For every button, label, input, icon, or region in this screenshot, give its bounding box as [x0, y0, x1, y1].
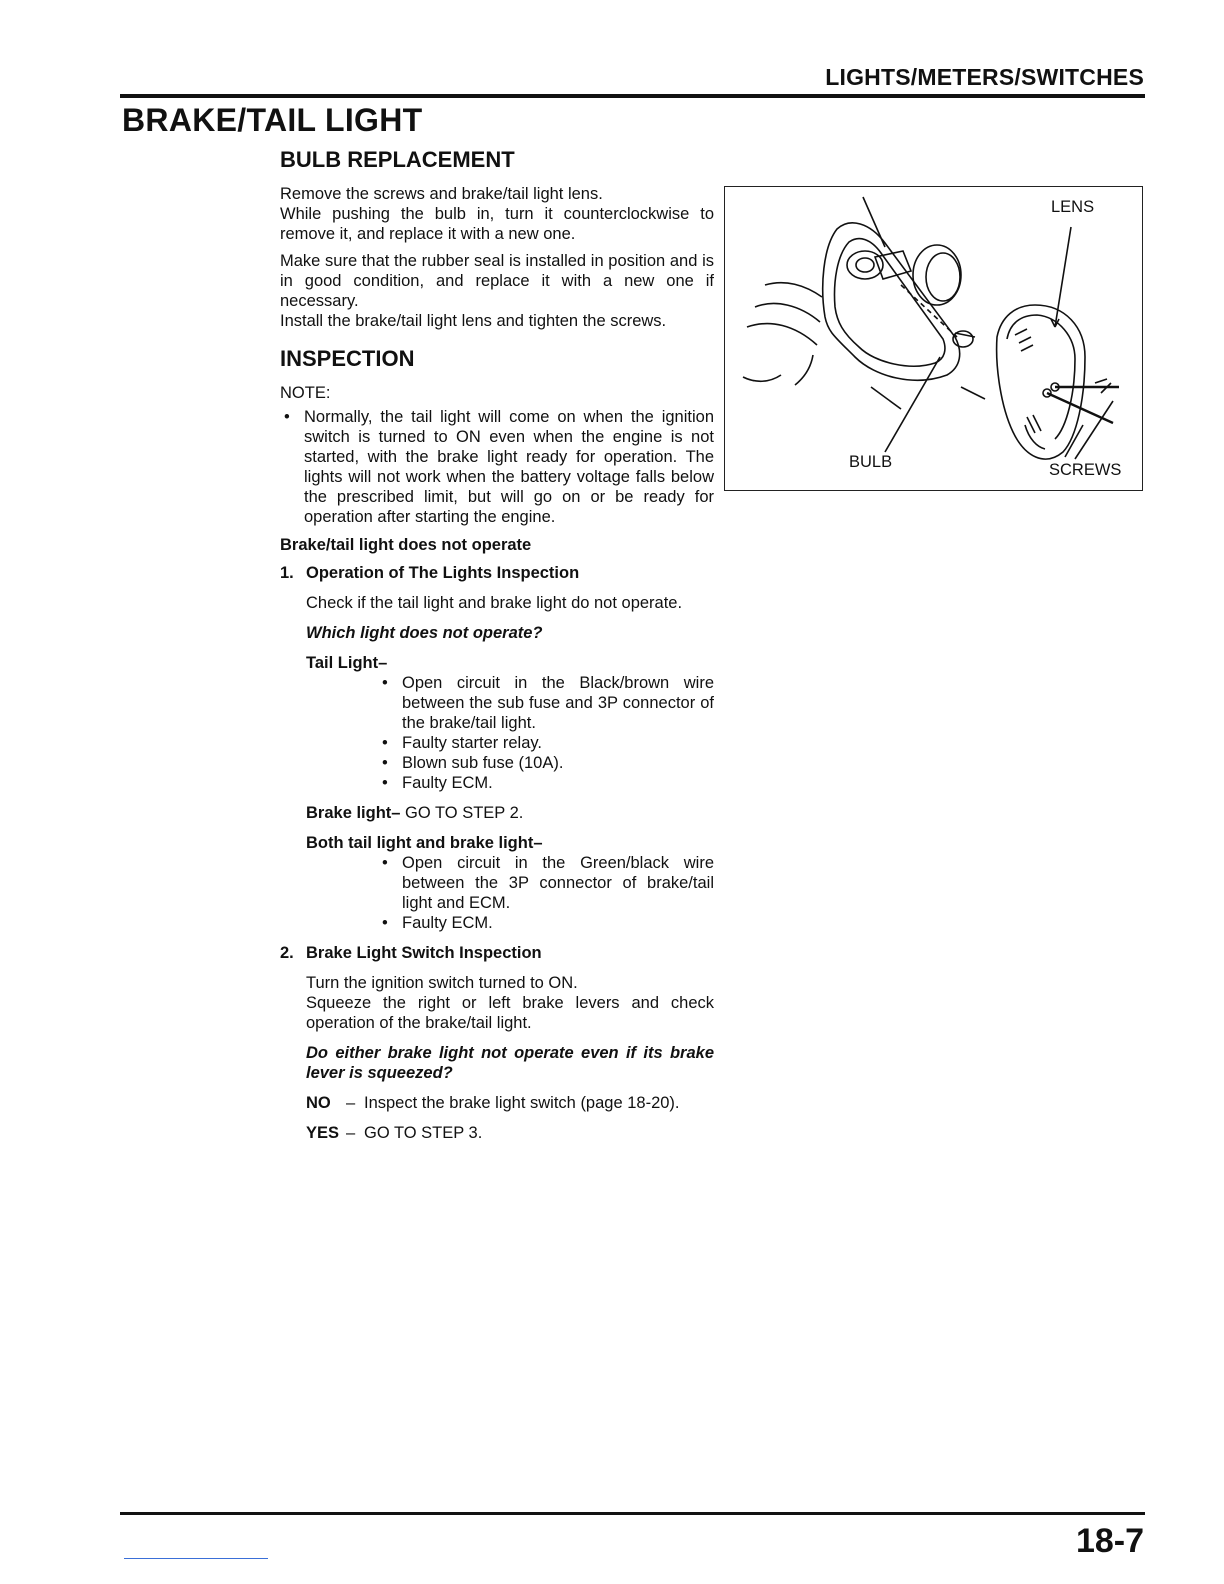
symptom-heading: Brake/tail light does not operate — [280, 536, 532, 554]
brake-light-label: Brake light– — [306, 804, 401, 822]
step-2-title — [280, 943, 714, 963]
step-2-text-1: Turn the ignition switch turned to ON. — [306, 974, 578, 992]
answer-no-key: NO — [306, 1094, 331, 1112]
bulb-paragraph-2: While pushing the bulb in, turn it counterclockwise to remove it, and replace it with a new one. — [280, 205, 714, 243]
tail-light-causes — [280, 673, 714, 793]
dash: – — [346, 1124, 356, 1142]
brake-light-action: GO TO STEP 2. — [400, 804, 524, 822]
list-item: • Open circuit in the Black/brown wire between the sub fuse and 3P connector of the brake/tail light. — [378, 673, 714, 733]
answer-yes-key: YES — [306, 1124, 340, 1142]
answer-no — [280, 1093, 714, 1113]
dash: – — [346, 1094, 356, 1112]
step-2-text-2: Squeeze the right or left brake levers and check operation of the brake/tail light. — [306, 994, 714, 1032]
answer-yes — [280, 1123, 714, 1143]
bulb-paragraph-4: Install the brake/tail light lens and tighten the screws. — [280, 312, 667, 330]
page-number: 18-7 — [1075, 1522, 1144, 1560]
step-2-label: Brake Light Switch Inspection — [306, 944, 542, 962]
bulb-paragraph-1: Remove the screws and brake/tail light lens. — [280, 185, 603, 203]
list-item: • Faulty starter relay. — [378, 733, 714, 753]
page-title: BRAKE/TAIL LIGHT — [122, 102, 423, 138]
list-item: • Faulty ECM. — [378, 913, 714, 933]
bulb-paragraph-3: Make sure that the rubber seal is installed in position and is in good condition, and replace it with a new one if necessary. — [280, 252, 714, 310]
brake-light-line — [280, 803, 714, 823]
main-column — [280, 146, 714, 1143]
screws-label: SCREWS — [1049, 461, 1122, 479]
step-1-title — [280, 563, 714, 583]
answer-yes-text: GO TO STEP 3. — [364, 1124, 483, 1142]
note-label: NOTE: — [280, 384, 331, 402]
list-item: • Faulty ECM. — [378, 773, 714, 793]
list-item: • Blown sub fuse (10A). — [378, 753, 714, 773]
step-2-number: 2. — [280, 944, 294, 962]
bulb-label: BULB — [849, 453, 893, 471]
answer-no-text: Inspect the brake light switch (page 18-20). — [364, 1094, 680, 1112]
section-header: LIGHTS/METERS/SWITCHES — [825, 64, 1144, 90]
step-1-number: 1. — [280, 564, 294, 582]
bottom-rule — [120, 1512, 1145, 1515]
step-1-question: Which light does not operate? — [306, 624, 543, 642]
top-rule — [120, 94, 1145, 98]
lens-label: LENS — [1051, 198, 1095, 216]
diagram-illustration — [725, 187, 1143, 491]
footer-link-line — [124, 1558, 268, 1559]
note-bullet: • Normally, the tail light will come on when the ignition switch is turned to ON even when the engine is not started, with the brake light ready for operation. The lights will not work when the battery voltage falls below the prescribed limit, but will go on or be ready for operation after starting the engine. — [280, 407, 714, 527]
step-1-label: Operation of The Lights Inspection — [306, 564, 580, 582]
both-lights-label: Both tail light and brake light– — [306, 834, 543, 852]
step-2-question: Do either brake light not operate even if its brake lever is squeezed? — [306, 1044, 714, 1082]
both-lights-causes — [280, 853, 714, 933]
inspection-heading: INSPECTION — [280, 346, 415, 371]
step-1-text: Check if the tail light and brake light do not operate. — [306, 594, 683, 612]
bulb-replacement-heading: BULB REPLACEMENT — [280, 147, 515, 172]
tail-light-label: Tail Light– — [306, 654, 388, 672]
brake-tail-light-diagram — [724, 186, 1143, 491]
list-item: • Open circuit in the Green/black wire between the 3P connector of brake/tail light and ECM. — [378, 853, 714, 913]
